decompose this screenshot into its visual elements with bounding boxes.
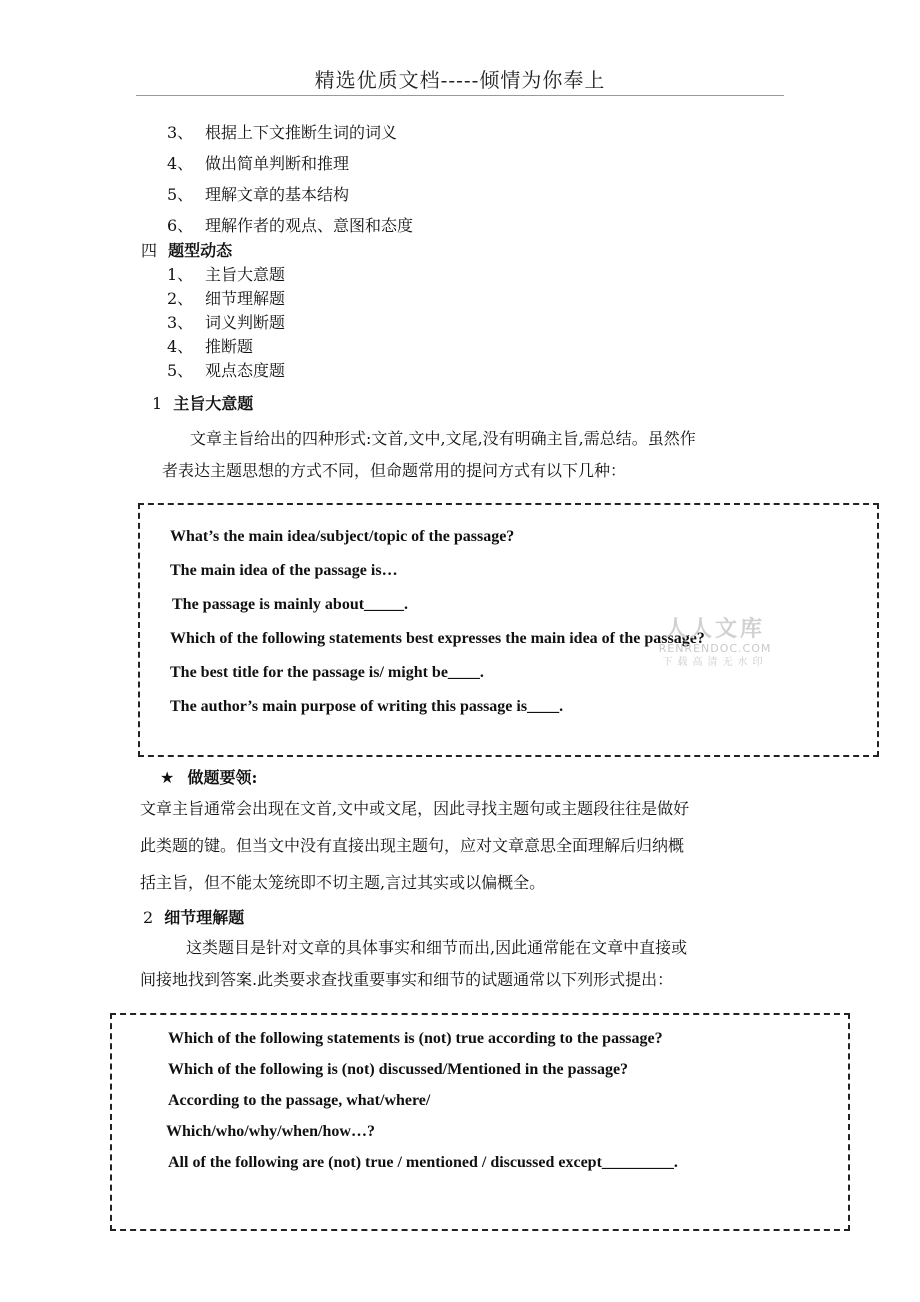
question-type-text: 推断题 <box>205 337 254 356</box>
question-type-item <box>167 358 285 381</box>
question-form: The passage is mainly about_____. <box>172 596 409 613</box>
section-heading-num: 四 <box>141 241 158 260</box>
part1-heading-num: 1 <box>152 394 163 413</box>
question-type-num: 4、 <box>167 337 194 356</box>
question-form: The main idea of the passage is… <box>170 562 398 579</box>
skill-item <box>167 182 349 205</box>
question-type-num: 5、 <box>167 361 194 380</box>
question-type-text: 词义判断题 <box>205 313 286 332</box>
skill-item-num: 6、 <box>167 216 194 235</box>
question-form: The author’s main purpose of writing this passage is____. <box>170 698 564 715</box>
part1-intro-line1: 文章主旨给出的四种形式:文首,文中,文尾,没有明确主旨,需总结。虽然作 <box>190 429 696 448</box>
skill-item <box>167 120 397 143</box>
part2-intro-line1: 这类题目是针对文章的具体事实和细节而出,因此通常能在文章中直接或 <box>186 938 688 957</box>
question-type-text: 细节理解题 <box>205 289 286 308</box>
skill-item-num: 5、 <box>167 185 194 204</box>
part1-intro-line2: 者表达主题思想的方式不同，但命题常用的提问方式有以下几种： <box>162 461 627 480</box>
question-type-item <box>167 334 253 357</box>
question-form: Which of the following statements best expresses the main idea of the passage? <box>170 630 705 647</box>
question-type-item <box>167 262 285 285</box>
page-header-title: 精选优质文档-----倾情为你奉上 <box>314 68 606 92</box>
skill-item-text: 做出简单判断和推理 <box>205 154 350 173</box>
section-heading <box>141 238 232 261</box>
skill-item-num: 4、 <box>167 154 194 173</box>
tips-heading <box>160 765 257 788</box>
tips-line3: 括主旨，但不能太笼统即不切主题,言过其实或以偏概全。 <box>140 873 546 892</box>
section-heading-text: 题型动态 <box>168 241 233 260</box>
skill-item-text: 理解作者的观点、意图和态度 <box>205 216 414 235</box>
header-divider <box>136 95 784 96</box>
tips-heading-text: 做题要领: <box>187 768 258 787</box>
tips-line1: 文章主旨通常会出现在文首,文中或文尾，因此寻找主题句或主题段往往是做好 <box>140 799 690 818</box>
question-type-num: 2、 <box>167 289 194 308</box>
question-form: Which of the following is (not) discussed/Mentioned in the passage? <box>168 1061 629 1078</box>
question-form: Which of the following statements is (not) true according to the passage? <box>168 1030 663 1047</box>
part2-heading <box>143 905 244 928</box>
watermark <box>650 618 780 670</box>
part2-intro-line2: 间接地找到答案.此类要求查找重要事实和细节的试题通常以下列形式提出： <box>140 970 674 989</box>
question-type-num: 3、 <box>167 313 194 332</box>
watermark-slogan: 下载高清无水印 <box>662 657 768 668</box>
question-form: The best title for the passage is/ might be____. <box>170 664 484 681</box>
part1-heading <box>152 391 253 414</box>
part2-heading-num: 2 <box>143 908 154 927</box>
watermark-logo: 人人文库 <box>664 617 765 642</box>
skill-item-text: 理解文章的基本结构 <box>205 185 350 204</box>
skill-item-num: 3、 <box>167 123 194 142</box>
question-type-text: 观点态度题 <box>205 361 286 380</box>
question-form: According to the passage, what/where/ <box>168 1092 431 1109</box>
part2-heading-text: 细节理解题 <box>164 908 245 927</box>
question-type-text: 主旨大意题 <box>205 265 286 284</box>
star-icon: ★ <box>160 768 175 787</box>
watermark-site: RENRENDOC.COM <box>658 642 772 655</box>
skill-item <box>167 151 349 174</box>
skill-item-text: 根据上下文推断生词的词义 <box>205 123 398 142</box>
skill-item <box>167 213 413 236</box>
question-type-item <box>167 286 285 309</box>
question-form: What’s the main idea/subject/topic of the passage? <box>170 528 515 545</box>
part1-heading-text: 主旨大意题 <box>173 394 254 413</box>
question-form: All of the following are (not) true / mentioned / discussed except_________. <box>168 1154 678 1171</box>
question-type-num: 1、 <box>167 265 194 284</box>
question-type-item <box>167 310 285 333</box>
tips-line2: 此类题的键。但当文中没有直接出现主题句，应对文章意思全面理解后归纳概 <box>140 836 685 855</box>
question-form: Which/who/why/when/how…? <box>166 1123 375 1140</box>
